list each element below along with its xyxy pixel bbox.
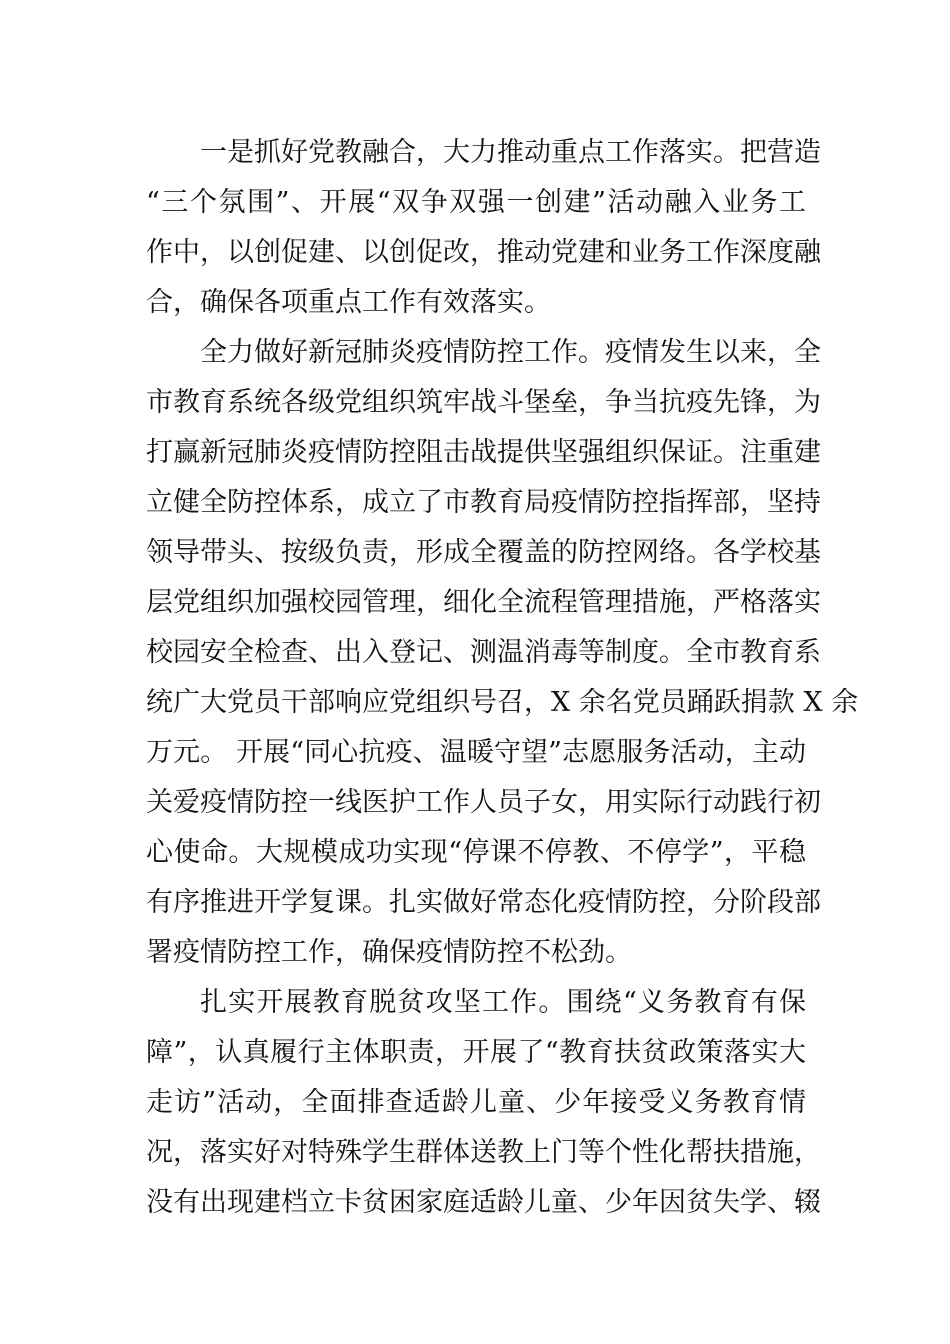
paragraph-1-line-4: 合，确保各项重点工作有效落实。: [146, 287, 551, 318]
paragraph-2-line-5: 领导带头、按级负责，形成全覆盖的防控网络。各学校基: [146, 537, 821, 568]
paragraph-3-line-3: 走访”活动，全面排查适龄儿童、少年接受义务教育情: [146, 1087, 806, 1118]
paragraph-3-line-4: 况，落实好对特殊学生群体送教上门等个性化帮扶措施，: [146, 1137, 821, 1168]
paragraph-1-line-1: 一是抓好党教融合，大力推动重点工作落实。把营造: [200, 137, 821, 168]
paragraph-2-line-4: 立健全防控体系，成立了市教育局疫情防控指挥部，坚持: [146, 487, 821, 518]
paragraph-2-line-3: 打赢新冠肺炎疫情防控阻击战提供坚强组织保证。注重建: [146, 437, 821, 468]
paragraph-1-line-3: 作中，以创促建、以创促改，推动党建和业务工作深度融: [146, 237, 821, 268]
paragraph-1-line-2: “三个氛围”、开展“双争双强一创建”活动融入业务工: [146, 187, 806, 218]
paragraph-2-line-13: 署疫情防控工作，确保疫情防控不松劲。: [146, 937, 632, 968]
paragraph-2-line-9: 万元。 开展“同心抗疫、温暖守望”志愿服务活动，主动: [146, 737, 806, 768]
paragraph-3-line-2: 障”，认真履行主体职责，开展了“教育扶贫政策落实大: [146, 1037, 806, 1068]
paragraph-3-line-1: 扎实开展教育脱贫攻坚工作。围绕“义务教育有保: [200, 987, 806, 1018]
paragraph-3-line-5: 没有出现建档立卡贫困家庭适龄儿童、少年因贫失学、辍: [146, 1187, 821, 1218]
paragraph-2-line-8: 统广大党员干部响应党组织号召，X 余名党员踊跃捐款 X 余: [146, 687, 859, 718]
paragraph-2-line-2: 市教育系统各级党组织筑牢战斗堡垒，争当抗疫先锋，为: [146, 387, 821, 418]
paragraph-2-line-11: 心使命。大规模成功实现“停课不停教、不停学”，平稳: [146, 837, 806, 868]
paragraph-2-line-6: 层党组织加强校园管理，细化全流程管理措施，严格落实: [146, 587, 821, 618]
paragraph-2-line-7: 校园安全检查、出入登记、测温消毒等制度。全市教育系: [146, 637, 821, 668]
paragraph-2-line-10: 关爱疫情防控一线医护工作人员子女，用实际行动践行初: [146, 787, 821, 818]
paragraph-2-line-12: 有序推进开学复课。扎实做好常态化疫情防控，分阶段部: [146, 887, 821, 918]
paragraph-2-line-1: 全力做好新冠肺炎疫情防控工作。疫情发生以来，全: [200, 337, 821, 368]
